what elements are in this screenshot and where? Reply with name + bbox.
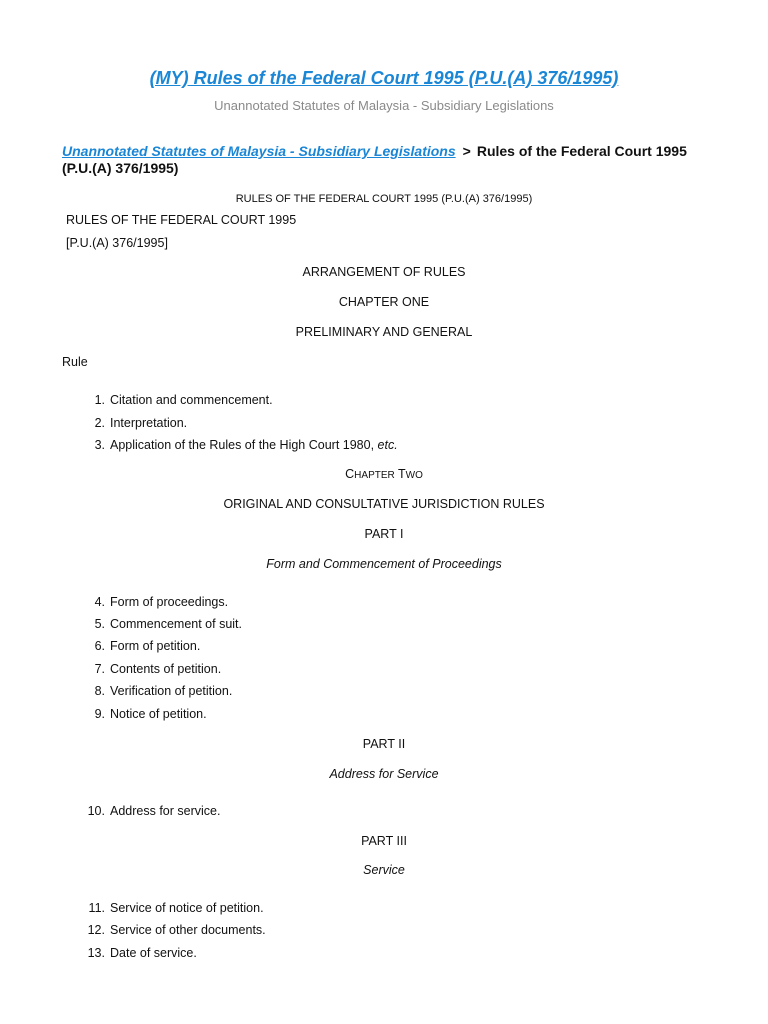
rule-text: Service of notice of petition. bbox=[110, 901, 264, 915]
rule-number: 5. bbox=[94, 617, 105, 631]
part-three-heading: PART III bbox=[361, 834, 407, 848]
rule-column-label: Rule bbox=[62, 355, 88, 369]
list-item bbox=[80, 639, 200, 654]
rule-text-emphasis: etc. bbox=[377, 438, 398, 452]
breadcrumb-link-collection[interactable]: Unannotated Statutes of Malaysia - Subsidiary Legislations bbox=[62, 143, 456, 159]
rule-text: Form of proceedings. bbox=[110, 595, 229, 609]
list-item bbox=[80, 804, 220, 819]
part-one-heading: PART I bbox=[364, 527, 404, 541]
rule-number: 12. bbox=[87, 923, 105, 937]
part-two-heading: PART II bbox=[362, 737, 406, 751]
rule-text: Form of petition. bbox=[110, 639, 201, 653]
rule-number: 1. bbox=[94, 393, 105, 407]
rule-text: Contents of petition. bbox=[110, 662, 222, 676]
document-reference: [P.U.(A) 376/1995] bbox=[66, 236, 168, 250]
list-item bbox=[80, 393, 273, 408]
list-item bbox=[80, 662, 221, 677]
rule-text: Citation and commencement. bbox=[110, 393, 273, 407]
rule-number: 8. bbox=[94, 684, 105, 698]
breadcrumb-separator: > bbox=[462, 143, 471, 159]
list-item bbox=[80, 923, 266, 938]
list-item bbox=[80, 595, 228, 610]
rule-number: 9. bbox=[94, 707, 105, 721]
page-title-link[interactable]: (MY) Rules of the Federal Court 1995 (P.U.(A) 376/1995) bbox=[149, 68, 619, 88]
chapter-one-heading: CHAPTER ONE bbox=[338, 295, 430, 309]
list-item bbox=[80, 416, 187, 431]
rule-number: 11. bbox=[88, 901, 105, 915]
rule-text: Commencement of suit. bbox=[110, 617, 242, 631]
rule-text: Date of service. bbox=[110, 946, 197, 960]
rule-number: 13. bbox=[87, 946, 105, 960]
list-item bbox=[80, 684, 232, 699]
part-two-title: Address for Service bbox=[329, 767, 439, 781]
rule-number: 6. bbox=[94, 639, 105, 653]
rule-number: 3. bbox=[94, 438, 105, 452]
part-three-title: Service bbox=[363, 863, 405, 877]
page-subtitle: Unannotated Statutes of Malaysia - Subsidiary Legislations bbox=[214, 98, 554, 113]
rule-text: Interpretation. bbox=[110, 416, 188, 430]
rule-text: Verification of petition. bbox=[110, 684, 233, 698]
rule-text: Service of other documents. bbox=[110, 923, 266, 937]
list-item bbox=[80, 438, 398, 453]
rule-number: 2. bbox=[94, 416, 105, 430]
list-item bbox=[80, 707, 207, 722]
breadcrumb bbox=[62, 143, 712, 177]
rule-text: Application of the Rules of the High Court 1980, bbox=[110, 438, 378, 452]
rule-number: 4. bbox=[94, 595, 105, 609]
part-one-title: Form and Commencement of Proceedings bbox=[266, 557, 502, 571]
rule-number: 10. bbox=[87, 804, 105, 818]
list-item bbox=[80, 901, 264, 916]
rule-number: 7. bbox=[94, 662, 105, 676]
document-title: RULES OF THE FEDERAL COURT 1995 bbox=[66, 213, 297, 227]
document-heading: RULES OF THE FEDERAL COURT 1995 (P.U.(A) 376/1995) bbox=[235, 193, 533, 205]
rule-text: Notice of petition. bbox=[110, 707, 207, 721]
chapter-two-title: ORIGINAL AND CONSULTATIVE JURISDICTION RULES bbox=[223, 497, 545, 511]
list-item bbox=[80, 617, 242, 632]
list-item bbox=[80, 946, 197, 961]
chapter-one-title: PRELIMINARY AND GENERAL bbox=[295, 325, 473, 339]
rule-text: Address for service. bbox=[110, 804, 221, 818]
arrangement-heading: ARRANGEMENT OF RULES bbox=[302, 265, 466, 279]
chapter-two-heading: CHAPTER TWO bbox=[345, 467, 423, 481]
breadcrumb-current: Rules of the Federal Court 1995 (P.U.(A) 376/1995) bbox=[62, 143, 687, 176]
